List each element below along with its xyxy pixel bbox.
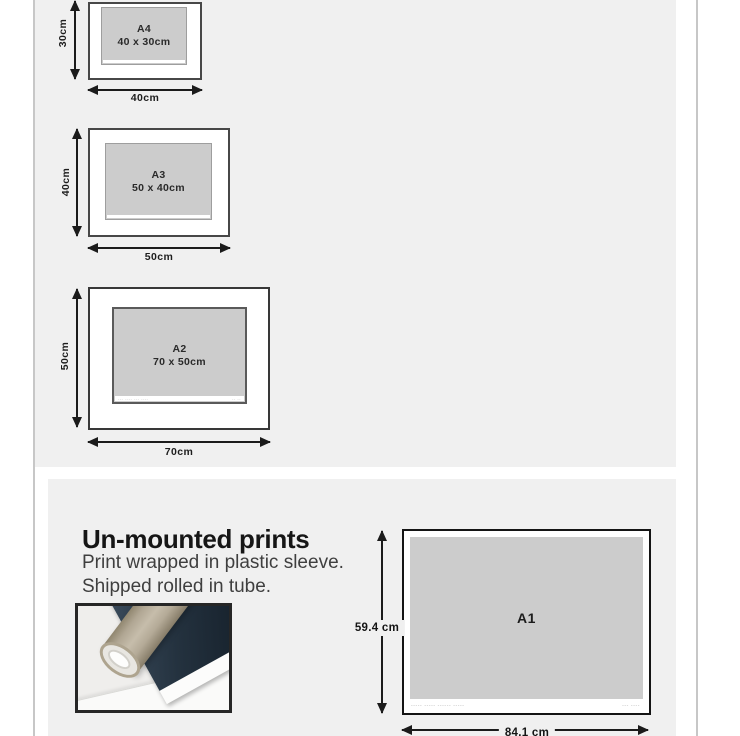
- height-arrow: [76, 289, 78, 427]
- print-caption-right: --- ----: [622, 703, 640, 709]
- print-caption-left: ----- ----- ------ -----: [411, 703, 465, 709]
- arrowhead-up-icon: [70, 0, 80, 11]
- height-arrow: [74, 1, 76, 79]
- print-size-dimensions: 70 x 50cm: [153, 355, 206, 368]
- width-arrow: [88, 247, 230, 249]
- arrowhead-down-icon: [72, 226, 82, 237]
- width-dimension-label: 84.1 cm: [499, 725, 555, 736]
- arrowhead-right-icon: [638, 725, 649, 735]
- print-size-code: A1: [517, 610, 536, 626]
- print-bottom-margin: [115, 396, 244, 401]
- width-arrow: [88, 89, 202, 91]
- height-dimension-label: 30cm: [57, 18, 69, 48]
- print-bottom-margin: [107, 215, 210, 218]
- arrowhead-down-icon: [377, 703, 387, 714]
- photo-rolled-paper-icon: [105, 646, 134, 673]
- description-line: Shipped rolled in tube.: [82, 575, 272, 597]
- arrowhead-left-icon: [401, 725, 412, 735]
- print-area: [112, 307, 247, 404]
- picture-frame: [88, 128, 230, 237]
- width-arrow: [88, 441, 270, 443]
- picture-frame: [88, 2, 202, 80]
- arrowhead-up-icon: [72, 288, 82, 299]
- unmounted-prints-panel: [48, 479, 676, 736]
- print-size-code: A3: [151, 168, 166, 181]
- print-size-code: A4: [136, 23, 152, 35]
- mounted-prints-panel: [35, 0, 676, 467]
- width-dimension-label: 40cm: [130, 92, 160, 104]
- arrowhead-down-icon: [70, 69, 80, 80]
- print-caption-right: -- --: [232, 396, 241, 401]
- width-dimension-label: 70cm: [164, 446, 194, 458]
- print-area: [101, 7, 187, 65]
- section-description: [82, 551, 344, 598]
- section-heading: Un-mounted prints: [82, 524, 310, 554]
- print-caption-left: --- ---- --- ----: [118, 396, 149, 401]
- height-dimension-label: 40cm: [60, 167, 72, 197]
- right-separator-line: [696, 0, 698, 736]
- print-size-code: A2: [172, 342, 187, 355]
- print-area: [410, 537, 643, 699]
- rolled-print-photo: [75, 603, 232, 713]
- picture-frame: [88, 287, 270, 430]
- print-area: [105, 143, 212, 220]
- print-bottom-margin: [103, 60, 185, 63]
- arrowhead-up-icon: [72, 128, 82, 139]
- height-dimension-label: 59.4 cm: [349, 620, 405, 636]
- print-size-dimensions: 40 x 30cm: [117, 36, 171, 48]
- print-size-dimensions: 50 x 40cm: [132, 181, 185, 194]
- description-line: Print wrapped in plastic sleeve.: [82, 552, 344, 573]
- arrowhead-down-icon: [72, 417, 82, 428]
- width-dimension-label: 50cm: [144, 251, 174, 263]
- height-dimension-label: 50cm: [59, 341, 71, 371]
- arrowhead-up-icon: [377, 530, 387, 541]
- a1-print-sheet: [402, 529, 651, 715]
- height-arrow: [76, 129, 78, 236]
